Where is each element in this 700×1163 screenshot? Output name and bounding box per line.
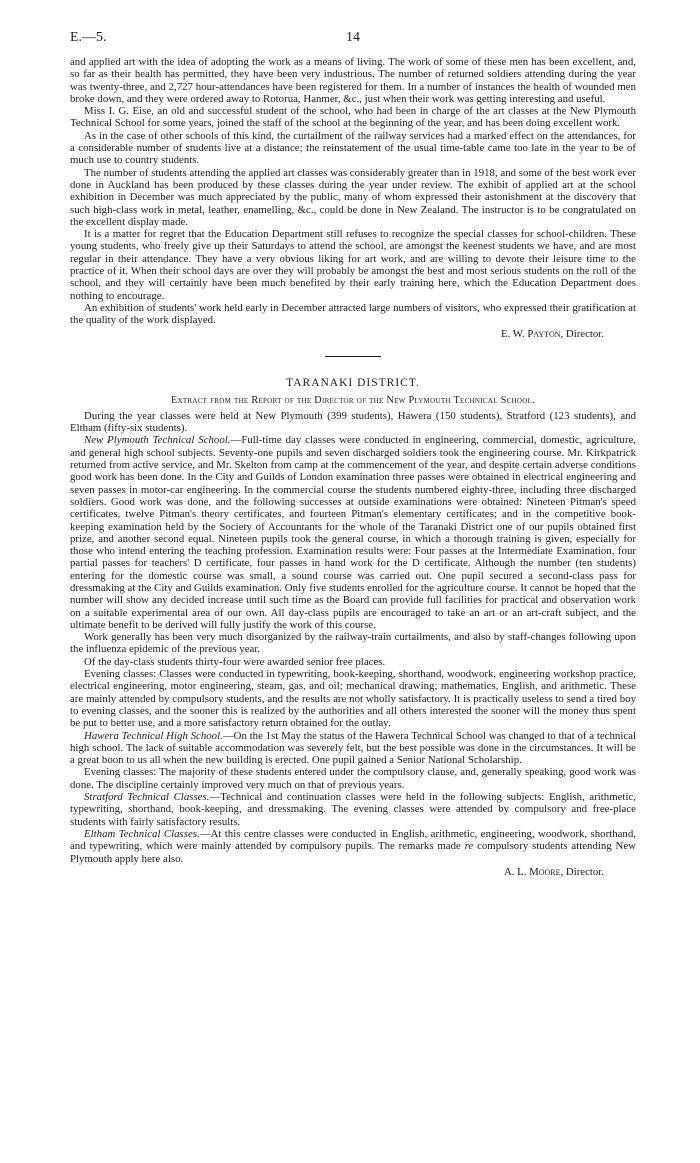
paragraph-new-plymouth <box>70 434 636 631</box>
document-code: E.—5. <box>70 30 107 45</box>
hawera-text: —On the 1st May the status of the Hawera Technical School was changed to that of a technical high school. The lack of suitable accommodation was severely felt, but the best possible was done in the circumstances. It will be a great boon to us all when the new building is erected. One pupil gained a Senior National Scholarship. <box>70 729 636 767</box>
signature-name: E. W. Payton <box>500 327 561 340</box>
paragraph: Evening classes: Classes were conducted in typewriting, book-keeping, shorthand, woodwork, engineering workshop practice, electrical engineering, motor engineering, steam, gas, and oil; mechanical drawing; mathematics, English, and arithmetic. These are mainly attended by compulsory students, and the results are not wholly satisfactory. It is practically useless to send a tired boy to evening classes, and the sooner this is realized by the authorities and all others interested the sooner will the money thus spent be put to better use, and a more satisfactory return obtained for the outlay. <box>70 668 636 730</box>
signature-payton <box>70 328 636 340</box>
page-number: 14 <box>346 30 360 45</box>
auckland-report-section <box>70 56 636 327</box>
paragraph: The number of students attending the applied art classes was considerably greater than in 1918, and some of the best work ever done in Auckland has been produced by these classes during the year under review. The exhibit of applied art at the school exhibition in December was much appreciated by the public, many of whom expressed their astonishment at the discovery that such high-class work in metal, leather, enamelling, &c., could be done in New Zealand. The instructor is to be congratulated on the excellent display made. <box>70 166 636 228</box>
new-plymouth-label: New Plymouth Technical School. <box>84 434 231 447</box>
eltham-label: Eltham Technical Classes. <box>84 827 200 840</box>
section-divider <box>325 356 381 357</box>
paragraph: Work generally has been very much disorganized by the railway-train curtailments, and also by staff-changes following upon the influenza epidemic of the previous year. <box>70 631 636 656</box>
signature-title: , Director. <box>560 865 604 878</box>
report-subheading: Extract from the Report of the Director of the New Plymouth Technical School. <box>170 394 536 406</box>
stratford-label: Stratford Technical Classes. <box>84 791 210 804</box>
paragraph-stratford <box>70 791 636 828</box>
district-heading: TARANAKI DISTRICT. <box>286 376 420 389</box>
paragraph: During the year classes were held at New Plymouth (399 students), Hawera (150 students), Stratford (123 students), and Eltham (fifty-six students). <box>70 409 636 435</box>
paragraph: Miss I. G. Eise, an old and successful student of the school, who had been in charge of the art classes at the New Plymouth Technical School for some years, joined the staff of the school at the beginning of the year, and has been doing excellent work. <box>70 105 636 130</box>
taranaki-report-section <box>70 410 636 865</box>
stratford-text: —Technical and continuation classes were held in the following subjects: English, arithmetic, typewriting, shorthand, book-keeping, and dressmaking. The evening classes were attended by compulsory and free-place students with fairly satisfactory results. <box>70 791 636 828</box>
paragraph-eltham <box>70 828 636 865</box>
hawera-label: Hawera Technical High School. <box>84 729 223 742</box>
paragraph: It is a matter for regret that the Education Department still refuses to recognize the special classes for school-children. These young students, who freely give up their Saturdays to attend the school, are amongst the keenest students we have, and are most regular in their attendance. They have a very obvious liking for art work, and are willing to devote their leisure time to the practice of it. When their school days are over they will probably be amongst the best and most serious students on the roll of the school, and they will certainly have been much benefited by their early training here, which the Education Department does nothing to encourage. <box>70 228 636 302</box>
signature-moore <box>70 866 636 878</box>
paragraph: Of the day-class students thirty-four were awarded senior free places. <box>84 655 386 668</box>
new-plymouth-text: —Full-time day classes were conducted in engineering, commercial, domestic, agriculture, and general high school subjects. Seventy-one pupils and seven discharged soldiers took the engineering course. Mr. Kirkpatrick returned from active service, and Mr. Skelton from camp at the commencement of the year, and despite certain adverse conditions good work has been done. In the City and Guilds of London examination three passes were obtained in electrical engineering and seven passes in motor-car engineering. In the commercial course the students numbered eighty-three, including three discharged soldiers. Good work was done, and the following successes at outside examinations were obtained: Nineteen Pitman's speed certificates, twelve Pitman's theory certificates, and fourteen Pitman's elementary certificates; and in the competitive book-keeping examination held by the Society of Accountants for the whole of the Taranaki District one of our pupils obtained first prize, and another second equal. Nineteen pupils took the general course, in which a thorough training is given, especially for those who intend entering the teaching profession. Examination results were: Four passes at the Intermediate Examination, four partial passes for teachers' D certificate, four passes in hand work for the D certificate. Although the number (ten students) entering for the domestic course was small, a sound course was carried out. One pupil secured a second-class pass for dressmaking at the City and Guilds examination. Only five students enrolled for the agriculture course. It cannot be hoped that the number will show any decided increase until such time as the Board can provide full facilities for practical and observation work on a suitable experimental area of our own. All day-class pupils are encouraged to take an art or an art-craft subject, and the ultimate benefit to be derived will fully justify the work of this course. <box>70 434 636 631</box>
eltham-text: —At this centre classes were conducted in English, arithmetic, engineering, woodwork, shorthand, and typewriting, which were mainly attended by compulsory pupils. The remarks made <box>70 827 636 853</box>
eltham-re: re <box>464 840 474 853</box>
paragraph-hawera <box>70 730 636 767</box>
paragraph: Evening classes: The majority of these students entered under the compulsory clause, and, generally speaking, good work was done. The discipline certainly improved very much on that of previous years. <box>70 766 636 791</box>
paragraph: and applied art with the idea of adopting the work as a means of living. The work of some of these men has been excellent, and, so far as their health has permitted, they have been very industrious. The number of returned soldiers attending during the year was twenty-three, and 2,727 hour-attendances have been registered for them. In a number of instances the health of wounded men broke down, and they were ordered away to Rotorua, Hanmer, &c., just when their work was getting interesting and useful. <box>70 56 636 105</box>
eltham-tail: compulsory students attending New Plymouth apply here also. <box>70 840 636 865</box>
paragraph: An exhibition of students' work held early in December attracted large numbers of visitors, who expressed their gratification at the quality of the work displayed. <box>70 301 636 327</box>
paragraph: As in the case of other schools of this kind, the curtailment of the railway services had a marked effect on the attendances, for a considerable number of students live at a distance; the reinstatement of the usual time-table came too late in the year to be of much use to country students. <box>70 129 636 167</box>
signature-title: , Director. <box>560 327 604 340</box>
document-page <box>70 30 636 878</box>
signature-name: A. L. Moore <box>503 865 561 878</box>
page-header <box>70 30 636 56</box>
